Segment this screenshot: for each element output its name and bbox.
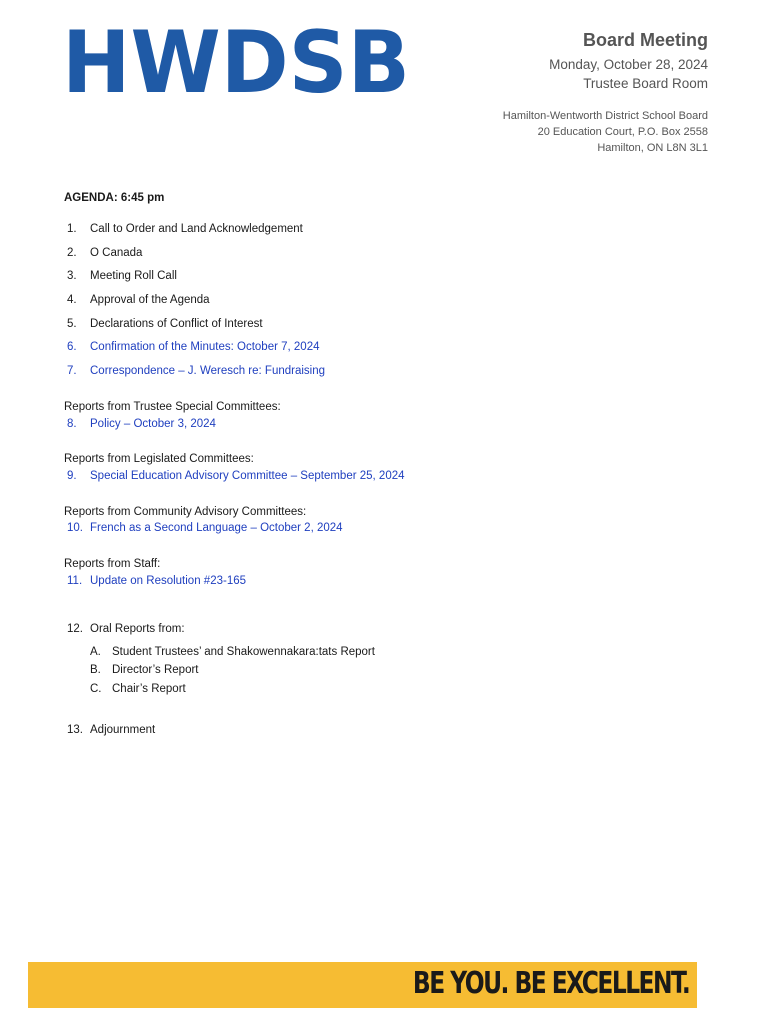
item-text: Special Education Advisory Committee – September 25, 2024: [90, 470, 405, 482]
section-label: Reports from Trustee Special Committees:: [64, 401, 281, 413]
meeting-date: Monday, October 28, 2024: [549, 57, 708, 72]
agenda-subitem: [90, 646, 375, 658]
item-text: Correspondence – J. Weresch re: Fundraising: [90, 365, 326, 377]
item-number: 6.: [67, 341, 77, 353]
item-number: 1.: [67, 223, 77, 235]
footer-slogan: BE YOU. BE EXCELLENT.: [412, 966, 689, 1001]
agenda-link-resolution[interactable]: [67, 575, 246, 587]
item-text: Update on Resolution #23-165: [90, 575, 247, 587]
item-text: Oral Reports from:: [90, 623, 185, 635]
item-number: 5.: [67, 318, 77, 330]
item-number: 10.: [67, 522, 83, 534]
item-text: Declarations of Conflict of Interest: [90, 318, 263, 330]
agenda-item: [67, 318, 263, 330]
subitem-letter: A.: [90, 646, 101, 658]
agenda-subitem: [90, 683, 186, 695]
agenda-link-minutes[interactable]: [67, 341, 319, 353]
subitem-text: Director’s Report: [112, 664, 199, 676]
section-label: Reports from Legislated Committees:: [64, 453, 254, 465]
item-text: Policy – October 3, 2024: [90, 418, 216, 430]
agenda-item: [67, 294, 210, 306]
agenda-link-policy[interactable]: [67, 418, 216, 430]
item-number: 11.: [67, 575, 83, 587]
agenda-item: [67, 724, 155, 736]
address-line: 20 Education Court, P.O. Box 2558: [537, 126, 708, 138]
item-number: 3.: [67, 270, 77, 282]
meeting-header: [348, 28, 708, 156]
item-number: 13.: [67, 724, 83, 736]
subitem-letter: C.: [90, 683, 102, 695]
item-number: 7.: [67, 365, 77, 377]
agenda-link-seac[interactable]: [67, 470, 405, 482]
agenda-item: [67, 623, 185, 635]
subitem-letter: B.: [90, 664, 101, 676]
agenda-link-correspondence[interactable]: [67, 365, 325, 377]
agenda-heading: AGENDA: 6:45 pm: [64, 192, 165, 204]
item-number: 8.: [67, 418, 77, 430]
item-text: French as a Second Language – October 2, 2024: [90, 522, 343, 534]
item-number: 9.: [67, 470, 77, 482]
item-number: 12.: [67, 623, 83, 635]
address-line: Hamilton-Wentworth District School Board: [502, 110, 708, 122]
item-number: 2.: [67, 247, 77, 259]
section-label: Reports from Community Advisory Committees:: [64, 506, 307, 518]
agenda-link-fsl[interactable]: [67, 522, 343, 534]
footer-banner: [28, 962, 697, 1008]
item-number: 4.: [67, 294, 77, 306]
item-text: O Canada: [90, 247, 143, 259]
agenda-subitem: [90, 664, 199, 676]
subitem-text: Student Trustees’ and Shakowennakara:tats Report: [112, 646, 375, 658]
meeting-title: Board Meeting: [582, 30, 708, 50]
item-text: Approval of the Agenda: [90, 294, 210, 306]
item-text: Adjournment: [90, 724, 156, 736]
subitem-text: Chair’s Report: [112, 683, 186, 695]
agenda-item: [67, 223, 303, 235]
meeting-room: Trustee Board Room: [583, 76, 708, 91]
address-line: Hamilton, ON L8N 3L1: [597, 142, 708, 154]
logo-text: HWDSB: [62, 26, 410, 96]
item-text: Confirmation of the Minutes: October 7, 2024: [90, 341, 320, 353]
item-text: Call to Order and Land Acknowledgement: [90, 223, 303, 235]
section-label: Reports from Staff:: [64, 558, 161, 570]
item-text: Meeting Roll Call: [90, 270, 177, 282]
agenda-item: [67, 247, 142, 259]
board-address: [348, 108, 708, 156]
agenda-item: [67, 270, 177, 282]
